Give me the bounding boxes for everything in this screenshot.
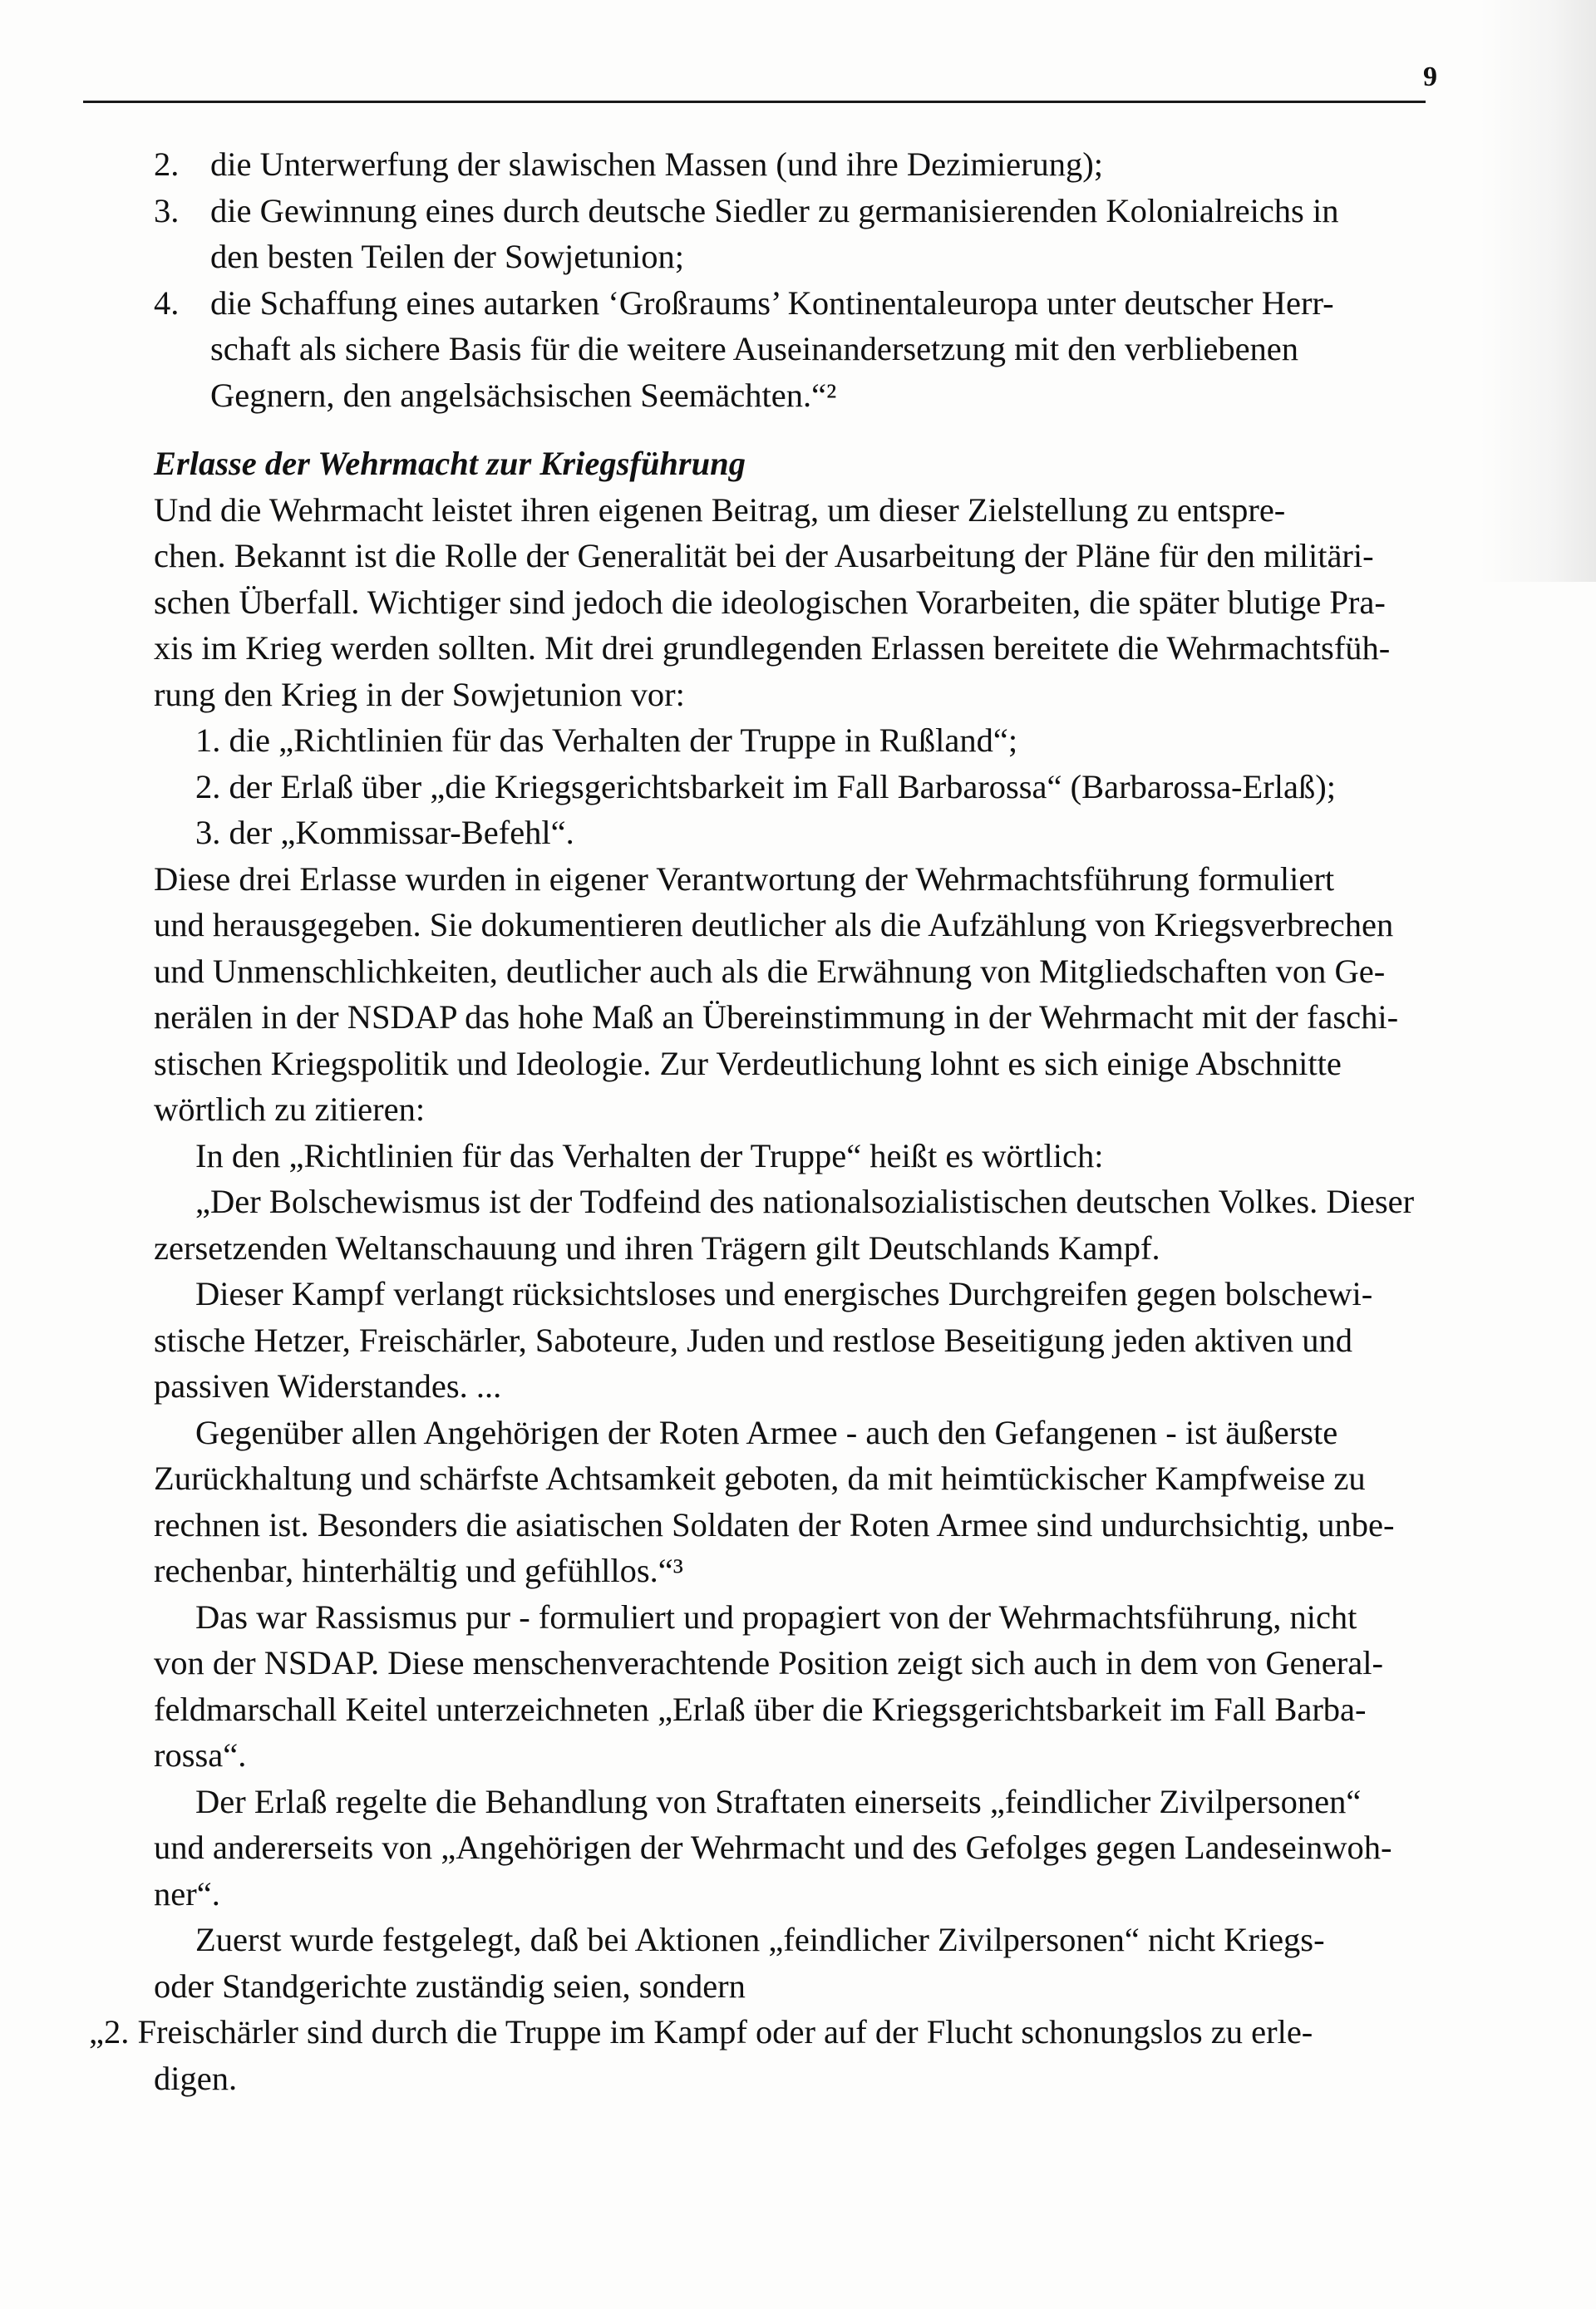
- text-line: von der NSDAP. Diese menschenverachtende Position zeigt sich auch in dem von General-: [154, 1644, 1383, 1681]
- text-line: schen Überfall. Wichtiger sind jedoch die ideologischen Vorarbeiten, die später blutige Pra-: [154, 583, 1386, 621]
- text-line: rechnen ist. Besonders die asiatischen Soldaten der Roten Armee sind undurchsichtig, unbe-: [154, 1505, 1395, 1543]
- text-line: Das war Rassismus pur - formuliert und propagiert von der Wehrmachtsführung, nicht: [195, 1598, 1357, 1636]
- text-line: Und die Wehrmacht leistet ihren eigenen Beitrag, um dieser Zielstellung zu entspre-: [154, 490, 1286, 529]
- text-line: nerälen in der NSDAP das hohe Maß an Übereinstimmung in der Wehrmacht mit der faschi-: [154, 998, 1399, 1036]
- section-heading: Erlasse der Wehrmacht zur Kriegsführung: [154, 445, 746, 482]
- text-line: xis im Krieg werden sollten. Mit drei grundlegenden Erlassen bereitete die Wehrmachtsfüh-: [154, 629, 1391, 667]
- quote-paragraph: [154, 1271, 1480, 1410]
- text-line: und andererseits von „Angehörigen der Wehrmacht und des Gefolges gegen Landeseinwoh-: [154, 1829, 1392, 1866]
- text-line: rechenbar, hinterhältig und gefühllos.“³: [154, 1552, 683, 1589]
- text-line: feldmarschall Keitel unterzeichneten „Erlaß über die Kriegsgerichtsbarkeit im Fall Barba-: [154, 1690, 1367, 1728]
- text-line: Zuerst wurde festgelegt, daß bei Aktionen „feindlicher Zivilpersonen“ nicht Kriegs-: [195, 1921, 1325, 1958]
- decree-list: [154, 717, 1480, 856]
- text-line: rung den Krieg in der Sowjetunion vor:: [154, 675, 685, 713]
- list-text: die Gewinnung eines durch deutsche Siedler zu germanisierenden Kolonialreichs in: [210, 191, 1339, 229]
- paragraph: [154, 1594, 1480, 1779]
- header-rule: [83, 101, 1426, 103]
- text-line: und Unmenschlichkeiten, deutlicher auch als die Erwähnung von Mitgliedschaften von Ge-: [154, 952, 1386, 990]
- quote-paragraph: [154, 1179, 1480, 1271]
- text-line: digen.: [154, 2059, 238, 2097]
- list-number: 4.: [154, 283, 180, 322]
- paragraph: [154, 1917, 1480, 2009]
- text-line: chen. Bekannt ist die Rolle der Generalität bei der Ausarbeitung der Pläne für den militäri-: [154, 537, 1374, 574]
- text-line: passiven Widerstandes. ...: [154, 1367, 502, 1405]
- list-text-continuation: Gegnern, den angelsächsischen Seemächten.“²: [210, 376, 837, 414]
- text-line: In den „Richtlinien für das Verhalten der Truppe“ heißt es wörtlich:: [195, 1136, 1104, 1174]
- text-line: Zurückhaltung und schärfste Achtsamkeit geboten, da mit heimtückischer Kampfweise zu: [154, 1460, 1366, 1497]
- text-line: stischen Kriegspolitik und Ideologie. Zur Verdeutlichung lohnt es sich einige Abschnitte: [154, 1044, 1342, 1082]
- quote-paragraph: [89, 2009, 1480, 2101]
- paragraph: [154, 1133, 1480, 1179]
- quote-paragraph: [154, 1410, 1480, 1594]
- paragraph: [154, 856, 1480, 1133]
- text-line: und herausgegeben. Sie dokumentieren deutlicher als die Aufzählung von Kriegsverbrechen: [154, 906, 1394, 943]
- scan-edge-shading: [1480, 0, 1596, 582]
- text-line: Diese drei Erlasse wurden in eigener Verantwortung der Wehrmachtsführung formuliert: [154, 859, 1335, 898]
- text-line: wörtlich zu zitieren:: [154, 1090, 426, 1128]
- decree-list-item: 1. die „Richtlinien für das Verhalten der Truppe in Rußland“;: [195, 721, 1018, 759]
- list-text-continuation: schaft als sichere Basis für die weitere Auseinandersetzung mit den verbliebenen: [210, 330, 1299, 367]
- list-text-continuation: den besten Teilen der Sowjetunion;: [210, 238, 685, 275]
- text-line: „Der Bolschewismus ist der Todfeind des nationalsozialistischen deutschen Volkes. Dieser: [195, 1183, 1415, 1220]
- list-number: 3.: [154, 191, 180, 229]
- text-line: Der Erlaß regelte die Behandlung von Straftaten einerseits „feindlicher Zivilpersonen“: [195, 1782, 1362, 1820]
- text-line: oder Standgerichte zuständig seien, sondern: [154, 1967, 746, 2005]
- text-line: zersetzenden Weltanschauung und ihren Trägern gilt Deutschlands Kampf.: [154, 1228, 1160, 1267]
- list-item-2: [154, 141, 1480, 188]
- page-number: 9: [1423, 62, 1437, 92]
- top-list: [154, 141, 1480, 418]
- paragraph: [154, 487, 1480, 718]
- text-line: ner“.: [154, 1874, 220, 1913]
- list-number: 2.: [154, 145, 180, 183]
- text-line: rossa“.: [154, 1736, 247, 1774]
- list-item-4: [154, 280, 1480, 327]
- decree-list-item: 2. der Erlaß über „die Kriegsgerichtsbarkeit im Fall Barbarossa“ (Barbarossa-Erlaß);: [195, 767, 1336, 805]
- list-text: die Unterwerfung der slawischen Massen (und ihre Dezimierung);: [210, 145, 1104, 183]
- decree-list-item: 3. der „Kommissar-Befehl“.: [195, 814, 574, 851]
- text-line: „2. Freischärler sind durch die Truppe im Kampf oder auf der Flucht schonungslos zu erle-: [89, 2013, 1313, 2051]
- text-line: Dieser Kampf verlangt rücksichtsloses und energisches Durchgreifen gegen bolschewi-: [195, 1275, 1373, 1312]
- text-line: Gegenüber allen Angehörigen der Roten Armee - auch den Gefangenen - ist äußerste: [195, 1413, 1338, 1451]
- list-item-3: [154, 188, 1480, 234]
- page-body: [89, 141, 1480, 2101]
- paragraph: [154, 1779, 1480, 1918]
- list-text: die Schaffung eines autarken ‘Großraums’ Kontinentaleuropa unter deutscher Herr-: [210, 283, 1334, 322]
- text-line: stische Hetzer, Freischärler, Saboteure, Juden und restlose Beseitigung jeden aktiven und: [154, 1321, 1352, 1359]
